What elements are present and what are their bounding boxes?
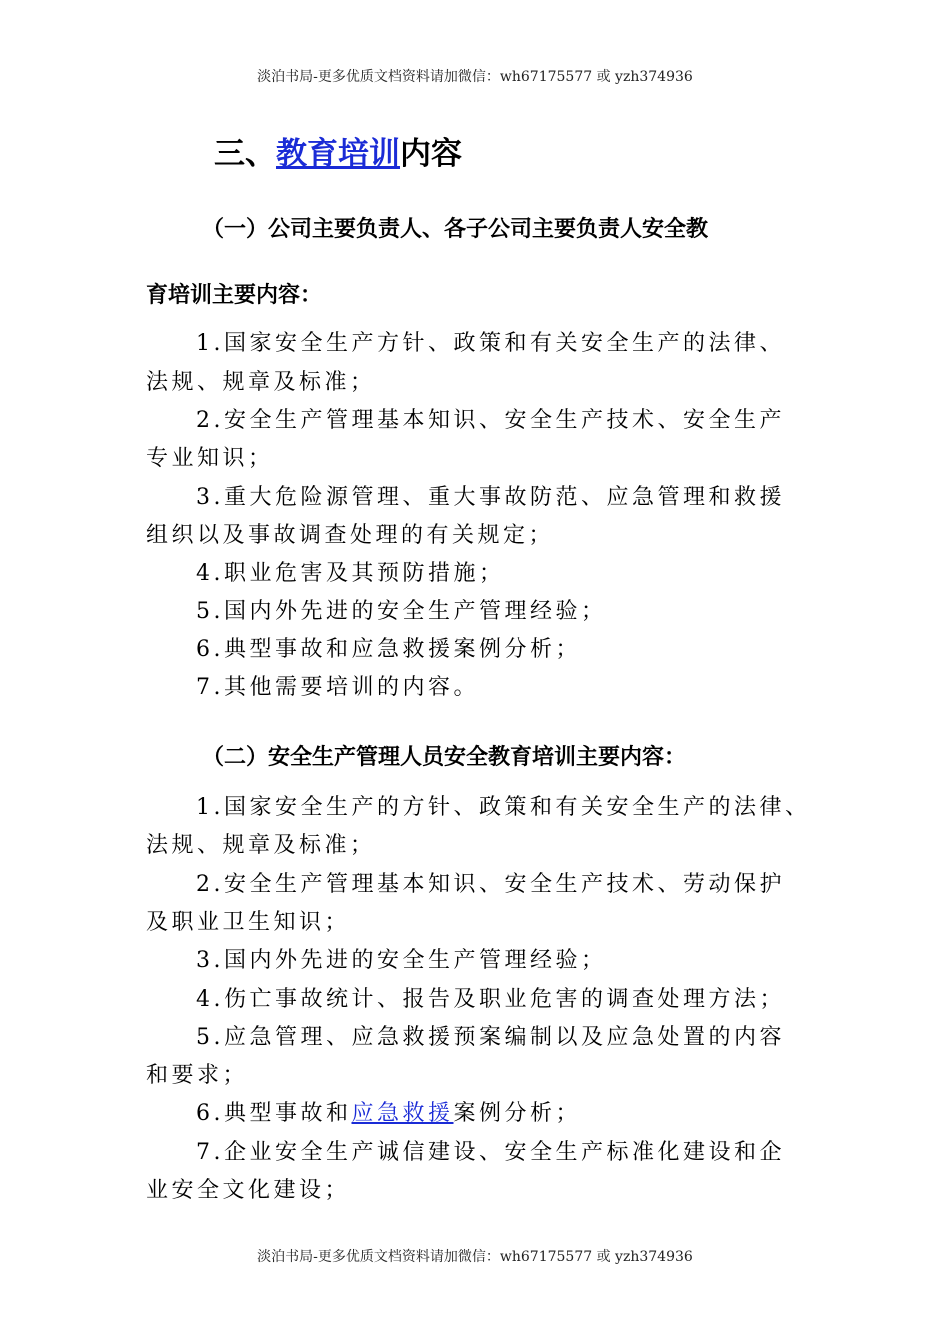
s1-item-6: 6.典型事故和应急救援案例分析； — [196, 637, 581, 662]
s2-item-5a: 5.应急管理、应急救援预案编制以及应急处置的内容 — [196, 1025, 785, 1050]
s2-item-2a: 2.安全生产管理基本知识、安全生产技术、劳动保护 — [196, 872, 785, 897]
section1-heading-line2: 育培训主要内容： — [146, 283, 323, 308]
s2-item-7b: 业安全文化建设； — [146, 1178, 351, 1203]
page-footer: 淡泊书局-更多优质文档资料请加微信：wh67175577 或 yzh374936 — [257, 1249, 693, 1265]
s2-item-2b: 及职业卫生知识； — [146, 910, 351, 935]
section2-heading: （二）安全生产管理人员安全教育培训主要内容： — [202, 745, 687, 770]
page-header: 淡泊书局-更多优质文档资料请加微信：wh67175577 或 yzh374936 — [257, 69, 693, 85]
emergency-rescue-link[interactable]: 应急救援 — [351, 1101, 454, 1126]
s2-item-3: 3.国内外先进的安全生产管理经验； — [196, 948, 607, 973]
s2-item-4: 4.伤亡事故统计、报告及职业危害的调查处理方法； — [196, 987, 785, 1012]
s1-item-3a: 3.重大危险源管理、重大事故防范、应急管理和救援 — [196, 485, 785, 510]
title-prefix: 三、 — [214, 136, 276, 172]
section1-heading-line1: （一）公司主要负责人、各子公司主要负责人安全教 — [202, 217, 709, 242]
s2-item-6-suffix: 案例分析； — [453, 1101, 582, 1126]
s1-item-4: 4.职业危害及其预防措施； — [196, 561, 505, 586]
s2-item-6-prefix: 6.典型事故和 — [196, 1101, 352, 1126]
s1-item-5: 5.国内外先进的安全生产管理经验； — [196, 599, 607, 624]
title-link[interactable]: 教育培训 — [276, 136, 400, 172]
s1-item-2a: 2.安全生产管理基本知识、安全生产技术、安全生产 — [196, 408, 785, 433]
s1-item-1a: 1.国家安全生产方针、政策和有关安全生产的法律、 — [196, 331, 785, 356]
s2-item-5b: 和要求； — [146, 1063, 249, 1088]
section-title — [214, 128, 462, 173]
title-suffix: 内容 — [400, 136, 462, 172]
s2-item-1a: 1.国家安全生产的方针、政策和有关安全生产的法律、 — [196, 795, 811, 820]
s2-item-1b: 法规、规章及标准； — [146, 833, 376, 858]
s1-item-2b: 专业知识； — [146, 446, 274, 471]
s2-item-6 — [196, 1096, 581, 1127]
s1-item-3b: 组织以及事故调查处理的有关规定； — [146, 523, 555, 548]
s2-item-7a: 7.企业安全生产诚信建设、安全生产标准化建设和企 — [196, 1140, 785, 1165]
s1-item-1b: 法规、规章及标准； — [146, 370, 376, 395]
s1-item-7: 7.其他需要培训的内容。 — [196, 675, 479, 700]
